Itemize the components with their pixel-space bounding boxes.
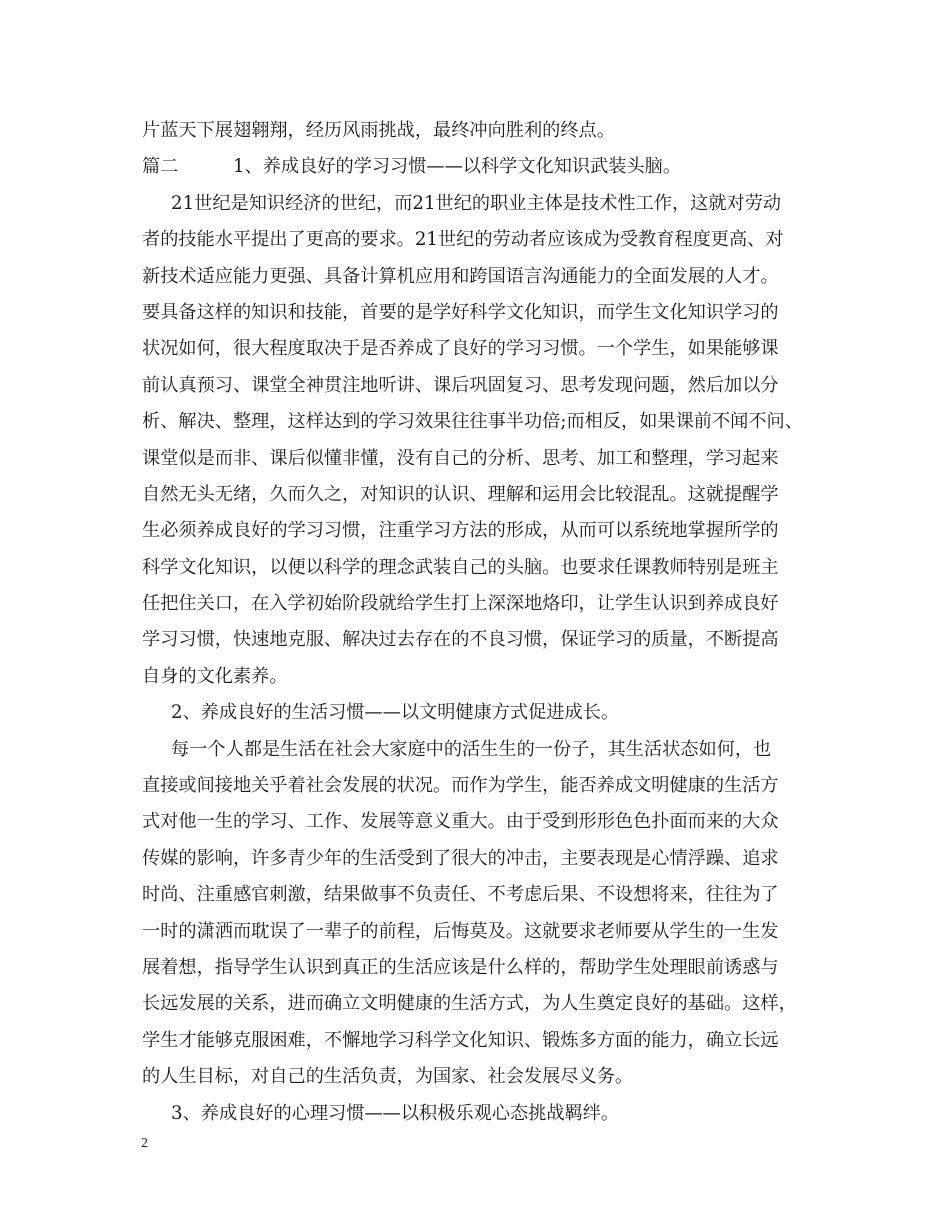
text-line: 展着想，指导学生认识到真正的生活应该是什么样的，帮助学生处理眼前诱惑与	[142, 956, 779, 978]
text-line: 时尚、注重感官刺激，结果做事不负责任、不考虑后果、不设想将来，往往为了	[142, 884, 779, 906]
text-line: 每一个人都是生活在社会大家庭中的活生生的一份子，其生活状态如何，也	[171, 738, 772, 760]
text-line: 新技术适应能力更强、具备计算机应用和跨国语言沟通能力的全面发展的人才。	[142, 265, 779, 287]
document-body	[142, 113, 810, 1132]
text-line: 篇二 1、养成良好的学习习惯——以科学文化知识武装头脑。	[142, 156, 682, 178]
text-line: 3、养成良好的心理习惯——以积极乐观心态挑战羁绊。	[171, 1102, 620, 1124]
text-line: 学习习惯，快速地克服、解决过去存在的不良习惯，保证学习的质量，不断提高	[142, 629, 779, 651]
text-line: 学生才能够克服困难，不懈地学习科学文化知识、锻炼多方面的能力，确立长远	[142, 1029, 779, 1051]
text-line: 直接或间接地关乎着社会发展的状况。而作为学生，能否养成文明健康的生活方	[142, 775, 779, 797]
text-line: 要具备这样的知识和技能，首要的是学好科学文化知识，而学生文化知识学习的	[142, 301, 779, 323]
text-line: 课堂似是而非、课后似懂非懂，没有自己的分析、思考、加工和整理，学习起来	[142, 447, 779, 469]
text-line: 21世纪是知识经济的世纪，而21世纪的职业主体是技术性工作，这就对劳动	[171, 192, 782, 214]
page-number: 2	[141, 1136, 148, 1151]
text-line: 生必须养成良好的学习习惯，注重学习方法的形成，从而可以系统地掌握所学的	[142, 520, 779, 542]
text-line: 任把住关口，在入学初始阶段就给学生打上深深地烙印，让学生认识到养成良好	[142, 593, 779, 615]
text-line: 科学文化知识，以便以科学的理念武装自己的头脑。也要求任课教师特别是班主	[142, 556, 779, 578]
text-line: 长远发展的关系，进而确立文明健康的生活方式，为人生奠定良好的基础。这样，	[142, 993, 797, 1015]
text-line: 传媒的影响，许多青少年的生活受到了很大的冲击，主要表现是心情浮躁、追求	[142, 847, 779, 869]
text-line: 片蓝天下展翅翱翔，经历风雨挑战，最终冲向胜利的终点。	[142, 120, 615, 141]
text-line: 析、解决、整理，这样达到的学习效果往往事半功倍;而相反，如果课前不闻不问、	[142, 411, 803, 433]
text-line: 前认真预习、课堂全神贯注地听讲、课后巩固复习、思考发现问题，然后加以分	[142, 374, 779, 396]
text-line: 一时的潇洒而耽误了一辈子的前程，后悔莫及。这就要求老师要从学生的一生发	[142, 920, 779, 942]
text-line: 自身的文化素养。	[142, 665, 288, 687]
text-line: 状况如何，很大程度取决于是否养成了良好的学习习惯。一个学生，如果能够课	[142, 338, 779, 360]
text-line: 2、养成良好的生活习惯——以文明健康方式促进成长。	[171, 702, 620, 724]
text-line: 自然无头无绪，久而久之，对知识的认识、理解和运用会比较混乱。这就提醒学	[142, 483, 779, 505]
text-line: 的人生目标，对自己的生活负责，为国家、社会发展尽义务。	[142, 1066, 634, 1088]
text-line: 者的技能水平提出了更高的要求。21世纪的劳动者应该成为受教育程度更高、对	[142, 229, 784, 251]
text-line: 式对他一生的学习、工作、发展等意义重大。由于受到形形色色扑面而来的大众	[142, 811, 779, 833]
